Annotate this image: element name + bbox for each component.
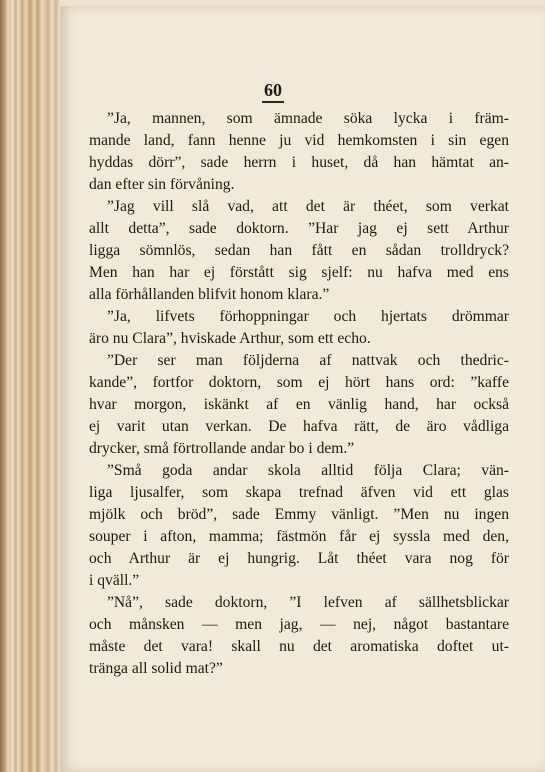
text-line: hvar morgon, iskänkt af en vänlig hand, har också <box>89 396 509 413</box>
paragraph <box>89 196 509 306</box>
text-line: tränga all solid mat?” <box>89 660 223 677</box>
text-line: ”Ja, lifvets förhoppningar och hjertats drömmar <box>107 308 509 325</box>
page-number-rule <box>262 101 284 103</box>
paragraph <box>89 460 509 592</box>
body-text <box>89 108 509 680</box>
paragraph <box>89 592 509 680</box>
text-line: och månsken — men jag, — nej, något bastantare <box>89 616 509 633</box>
text-line: Men han har ej förstått sig sjelf: nu hafva med ens <box>89 264 509 281</box>
text-line: hyddas dörr”, sade herrn i huset, då han hämtat an- <box>89 154 509 171</box>
paragraph <box>89 108 509 196</box>
page-number: 60 <box>264 80 282 100</box>
text-line: ligga sömnlös, sedan han fått en sådan trolldryck? <box>89 242 509 259</box>
paragraph <box>89 350 509 460</box>
text-line: dan efter sin förvåning. <box>89 176 235 193</box>
text-line: souper i afton, mamma; fästmön får ej syssla med den, <box>89 528 509 545</box>
paragraph <box>89 306 509 350</box>
text-line: mande land, fann henne ju vid hemkomsten i sin egen <box>89 132 509 149</box>
text-line: och Arthur är ej hungrig. Låt théet vara nog för <box>89 550 509 567</box>
text-line: kande”, fortfor doktorn, som ej hört hans ord: ”kaffe <box>89 374 509 391</box>
text-line: alla förhållanden blifvit honom klara.” <box>89 286 330 303</box>
text-line: måste det vara! skall nu det aromatiska doftet ut- <box>89 638 509 655</box>
text-line: drycker, små förtrollande andar bo i dem.” <box>89 440 355 457</box>
text-line: liga ljusalfer, som skapa trefnad äfven vid ett glas <box>89 484 509 501</box>
text-line: mjölk och bröd”, sade Emmy vänligt. ”Men nu ingen <box>89 506 509 523</box>
text-line: i qväll.” <box>89 572 140 589</box>
text-line: allt detta”, sade doktorn. ”Har jag ej sett Arthur <box>89 220 509 237</box>
text-line: ”Ja, mannen, som ämnade söka lycka i främ- <box>107 110 509 127</box>
text-line: ”Der ser man följderna af nattvak och thedric- <box>107 352 509 369</box>
text-line: ej varit utan verkan. De hafva rätt, de äro vådliga <box>89 418 509 435</box>
text-line: ”Nå”, sade doktorn, ”I lefven af sällhetsblickar <box>107 594 509 611</box>
text-line: äro nu Clara”, hviskade Arthur, som ett echo. <box>89 330 371 347</box>
text-line: ”Små goda andar skola alltid följa Clara; vän- <box>107 462 509 479</box>
text-line: ”Jag vill slå vad, att det är théet, som verkat <box>107 198 509 215</box>
